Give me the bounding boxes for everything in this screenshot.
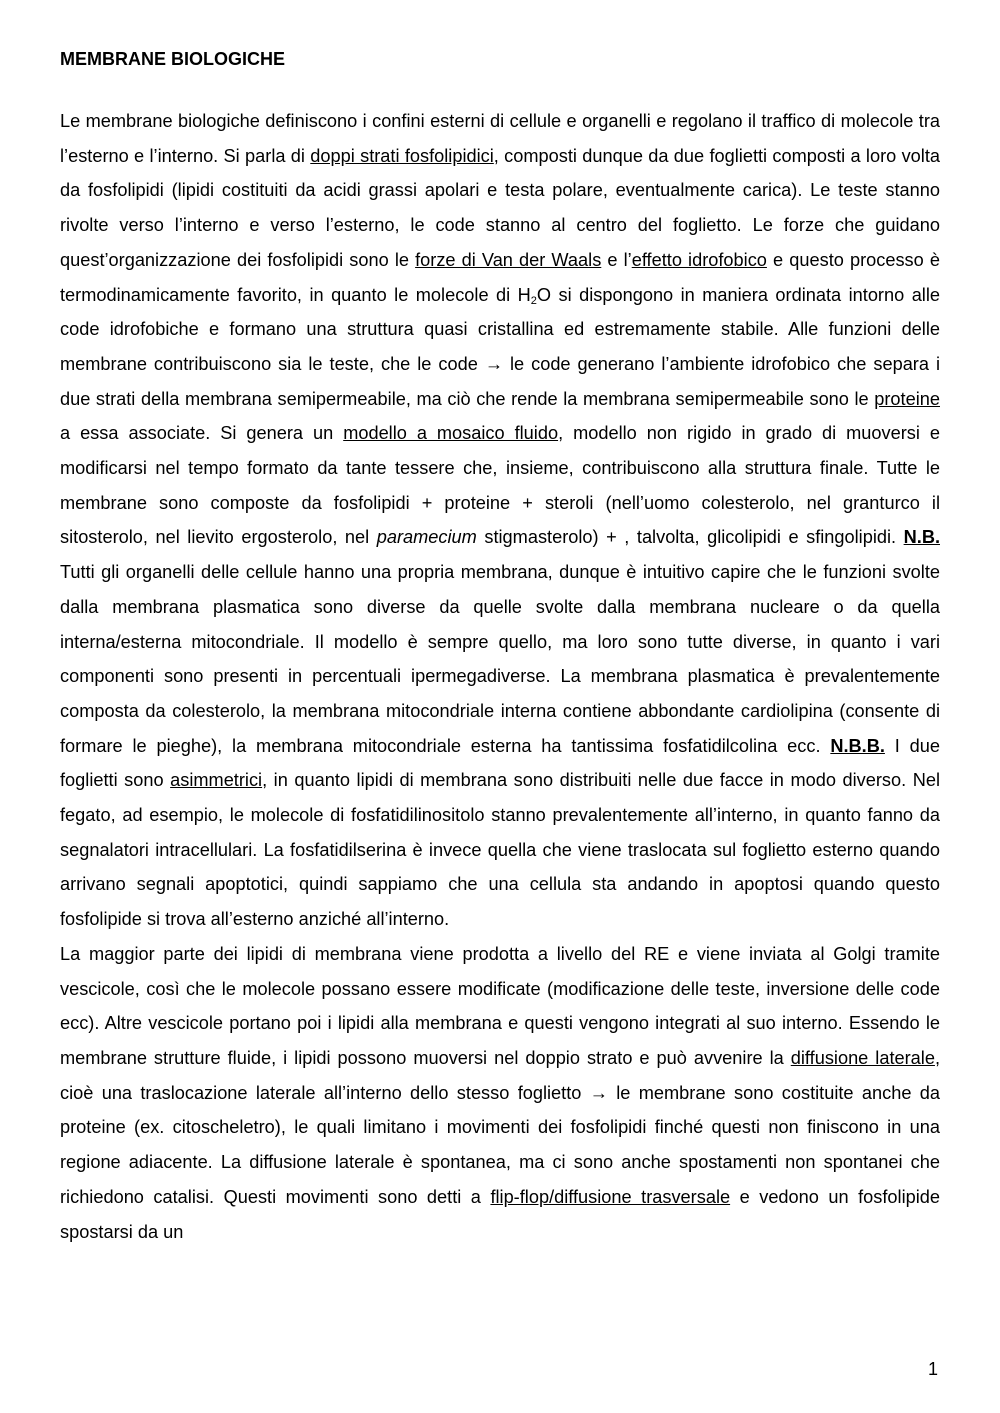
underlined-term: diffusione laterale	[790, 1047, 935, 1068]
underlined-term: modello a mosaico fluido	[343, 423, 559, 444]
underlined-term: forze di Van der Waals	[415, 249, 602, 270]
text-run: e vedono un fosfolipide spostarsi da un	[60, 1186, 941, 1242]
text-run: I due foglietti sono	[60, 735, 940, 791]
text-run: , cioè una traslocazione laterale all’interno dello stesso foglietto → le membrane sono costituite anche da proteine (ex. citoscheletro), le quali limitano i movimenti dei fosfolipidi finché questi non finiscono in una regione adiacente. La diffusione laterale è spontanea, ma ci sono anche spostamenti non spontanei che richiedono catalisi. Questi movimenti sono detti a	[60, 1047, 940, 1207]
note-label: N.B.B.	[830, 735, 885, 756]
document-title: MEMBRANE BIOLOGICHE	[60, 49, 285, 69]
text-run: , in quanto lipidi di membrana sono distribuiti nelle due facce in modo diverso. Nel fegato, ad esempio, le molecole di fosfatidilinositolo stanno prevalentemente all’interno, in quanto fanno da segnalatori intracellulari. La fosfatidilserina è invece quella che viene traslocata sul foglietto esterno quando arrivano segnali apoptotici, quindi sappiamo che una cellula sta andando in apoptosi quando questo fosfolipide si trova all’esterno anziché all’interno.	[60, 770, 940, 930]
subscript: 2	[530, 294, 537, 307]
paragraph-2	[60, 937, 940, 1249]
paragraph-1	[60, 104, 940, 937]
text-run: , composti dunque da due foglietti composti a loro volta da fosfolipidi (lipidi costituiti da acidi grassi apolari e testa polare, eventualmente carica). Le teste stanno rivolte verso l’interno e verso l’esterno, le code stanno al centro del foglietto. Le forze che guidano quest’organizzazione dei fosfolipidi sono le	[60, 145, 940, 270]
underlined-term: proteine	[874, 388, 940, 409]
text-run: La maggior parte dei lipidi di membrana viene prodotta a livello del RE e viene inviata al Golgi tramite vescicole, così che le molecole possano essere modificate (modificazione delle teste, inversione delle code ecc). Altre vescicole portano poi i lipidi alla membrana e questi vengono integrati al suo interno. Essendo le membrane strutture fluide, i lipidi possono muoversi nel doppio strato e può avvenire la	[60, 943, 940, 1068]
underlined-term: doppi strati fosfolipidici	[310, 145, 494, 166]
page-number: 1	[927, 1359, 938, 1379]
text-run: O si dispongono in maniera ordinata intorno alle code idrofobiche e formano una struttura quasi cristallina ed estremamente stabile. Alle funzioni delle membrane contribuiscono sia le teste, che le code → le code generano l’ambiente idrofobico che separa i due strati della membrana semipermeabile, ma ciò che rende la membrana semipermeabile sono le	[60, 284, 940, 409]
text-run: Le membrane biologiche definiscono i confini esterni di cellule e organelli e regolano il traffico di molecole tra l’esterno e l’interno. Si parla di	[60, 111, 940, 166]
text-run: stigmasterolo) + , talvolta, glicolipidi e sfingolipidi.	[476, 527, 904, 548]
underlined-term: effetto idrofobico	[631, 249, 767, 270]
note-label: N.B.	[903, 527, 940, 548]
text-run: e questo processo è termodinamicamente favorito, in quanto le molecole di H	[60, 249, 940, 305]
text-run: e l’	[601, 249, 632, 270]
text-run: a essa associate. Si genera un	[60, 423, 344, 444]
underlined-term: asimmetrici	[170, 770, 263, 791]
text-run: Tutti gli organelli delle cellule hanno una propria membrana, dunque è intuitivo capire che le funzioni svolte dalla membrana plasmatica sono diverse da quelle svolte dalla membrana nucleare o da quella interna/esterna mitocondriale. Il modello è sempre quello, ma loro sono tutte diverse, in quanto i vari componenti sono presenti in percentuali ipermegadiverse. La membrana plasmatica è prevalentemente composta da colesterolo, la membrana mitocondriale interna contiene abbondante cardiolipina (consente di formare le pieghe), la membrana mitocondriale esterna ha tantissima fosfatidilcolina ecc.	[60, 562, 940, 756]
text-run: , modello non rigido in grado di muoversi e modificarsi nel tempo formato da tante tessere che, insieme, contribuiscono alla struttura finale. Tutte le membrane sono composte da fosfolipidi + proteine + steroli (nell’uomo colesterolo, nel granturco il sitosterolo, nel lievito ergosterolo, nel	[60, 423, 940, 548]
italic-term: paramecium	[376, 527, 477, 548]
underlined-term: flip-flop/diffusione trasversale	[490, 1186, 731, 1207]
